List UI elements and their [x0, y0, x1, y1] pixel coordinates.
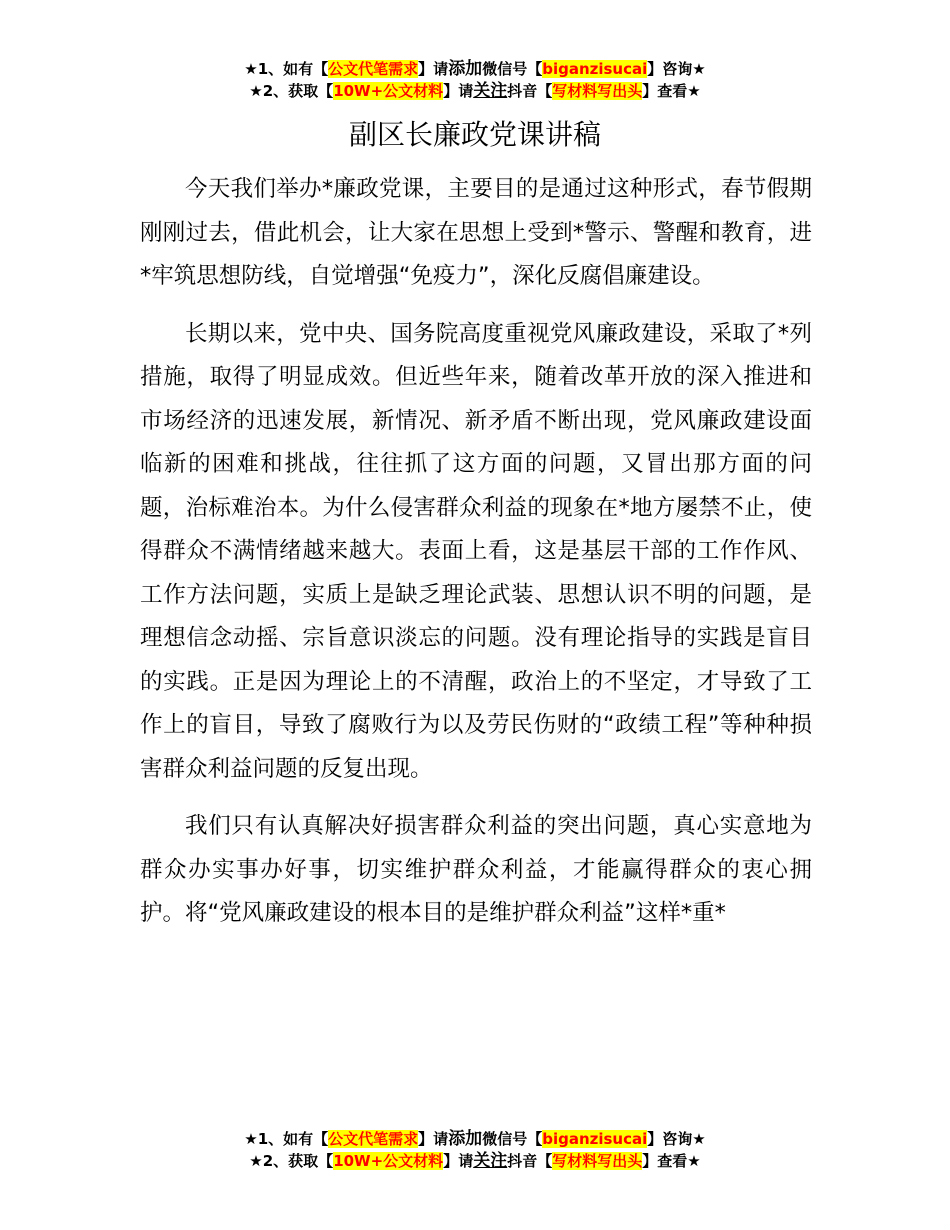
banner-text: 微信号【 — [482, 60, 543, 78]
banner-text: ★1、如有【 — [244, 60, 329, 78]
banner-text: ★1、如有【 — [244, 1130, 329, 1148]
banner-line-1 — [0, 1128, 950, 1150]
header-banner — [0, 58, 950, 102]
banner-text: 】请 — [418, 1130, 449, 1148]
banner-emphasis: 关注 — [473, 81, 508, 101]
highlight-douyin-id: 写材料写出头 — [552, 1152, 643, 1170]
banner-emphasis: 关注 — [473, 1151, 508, 1171]
body-paragraph: 我们只有认真解决好损害群众利益的突出问题，真心实意地为群众办实事办好事，切实维护群众利益，才能赢得群众的衷心拥护。将“党风廉政建设的根本目的是维护群众利益”这样*重* — [140, 813, 812, 926]
banner-text: 微信号【 — [482, 1130, 543, 1148]
banner-text: 】查看★ — [642, 82, 701, 100]
document-body — [140, 168, 812, 950]
highlight-douyin-id: 写材料写出头 — [552, 82, 643, 100]
body-paragraph: 长期以来，党中央、国务院高度重视党风廉政建设，采取了*列措施，取得了明显成效。但近些年来，随着改革开放的深入推进和市场经济的迅速发展，新情况、新矛盾不断出现，党风廉政建设面临新的困难和挑战，往往抓了这方面的问题，又冒出那方面的问题，治标难治本。为什么侵害群众利益的现象在*地方屡禁不止，使得群众不满情绪越来越大。表面上看，这是基层干部的工作作风、工作方法问题，实质上是缺乏理论武装、思想认识不明的问题，是理想信念动摇、宗旨意识淡忘的问题。没有理论指导的实践是盲目的实践。正是因为理论上的不清醒，政治上的不坚定，才导致了工作上的盲目，导致了腐败行为以及劳民伤财的“政绩工程”等种种损害群众利益问题的反复出现。 — [140, 320, 812, 782]
banner-text: 】咨询★ — [647, 1130, 706, 1148]
banner-text: 抖音【 — [507, 82, 553, 100]
banner-text: 】请 — [443, 1152, 474, 1170]
banner-emphasis: 添加 — [448, 1129, 483, 1149]
banner-text: 抖音【 — [507, 1152, 553, 1170]
banner-text: 】请 — [418, 60, 449, 78]
highlight-wechat-id: biganzisucai — [542, 1130, 648, 1148]
highlight-materials: 10W+公文材料 — [333, 82, 444, 100]
banner-text: 】请 — [443, 82, 474, 100]
highlight-wechat-id: biganzisucai — [542, 60, 648, 78]
highlight-materials: 10W+公文材料 — [333, 1152, 444, 1170]
document-title: 副区长廉政党课讲稿 — [348, 118, 601, 151]
footer-banner — [0, 1128, 950, 1172]
banner-line-2 — [0, 80, 950, 102]
banner-line-1 — [0, 58, 950, 80]
banner-text: 】咨询★ — [647, 60, 706, 78]
banner-text: 】查看★ — [642, 1152, 701, 1170]
banner-text: ★2、获取【 — [249, 1152, 334, 1170]
banner-text: ★2、获取【 — [249, 82, 334, 100]
banner-line-2 — [0, 1150, 950, 1172]
banner-emphasis: 添加 — [448, 59, 483, 79]
body-paragraph: 今天我们举办*廉政党课，主要目的是通过这种形式，春节假期刚刚过去，借此机会，让大家在思想上受到*警示、警醒和教育，进*牢筑思想防线，自觉增强“免疫力”，深化反腐倡廉建设。 — [140, 176, 812, 289]
highlight-ghostwriting: 公文代笔需求 — [328, 60, 419, 78]
highlight-ghostwriting: 公文代笔需求 — [328, 1130, 419, 1148]
